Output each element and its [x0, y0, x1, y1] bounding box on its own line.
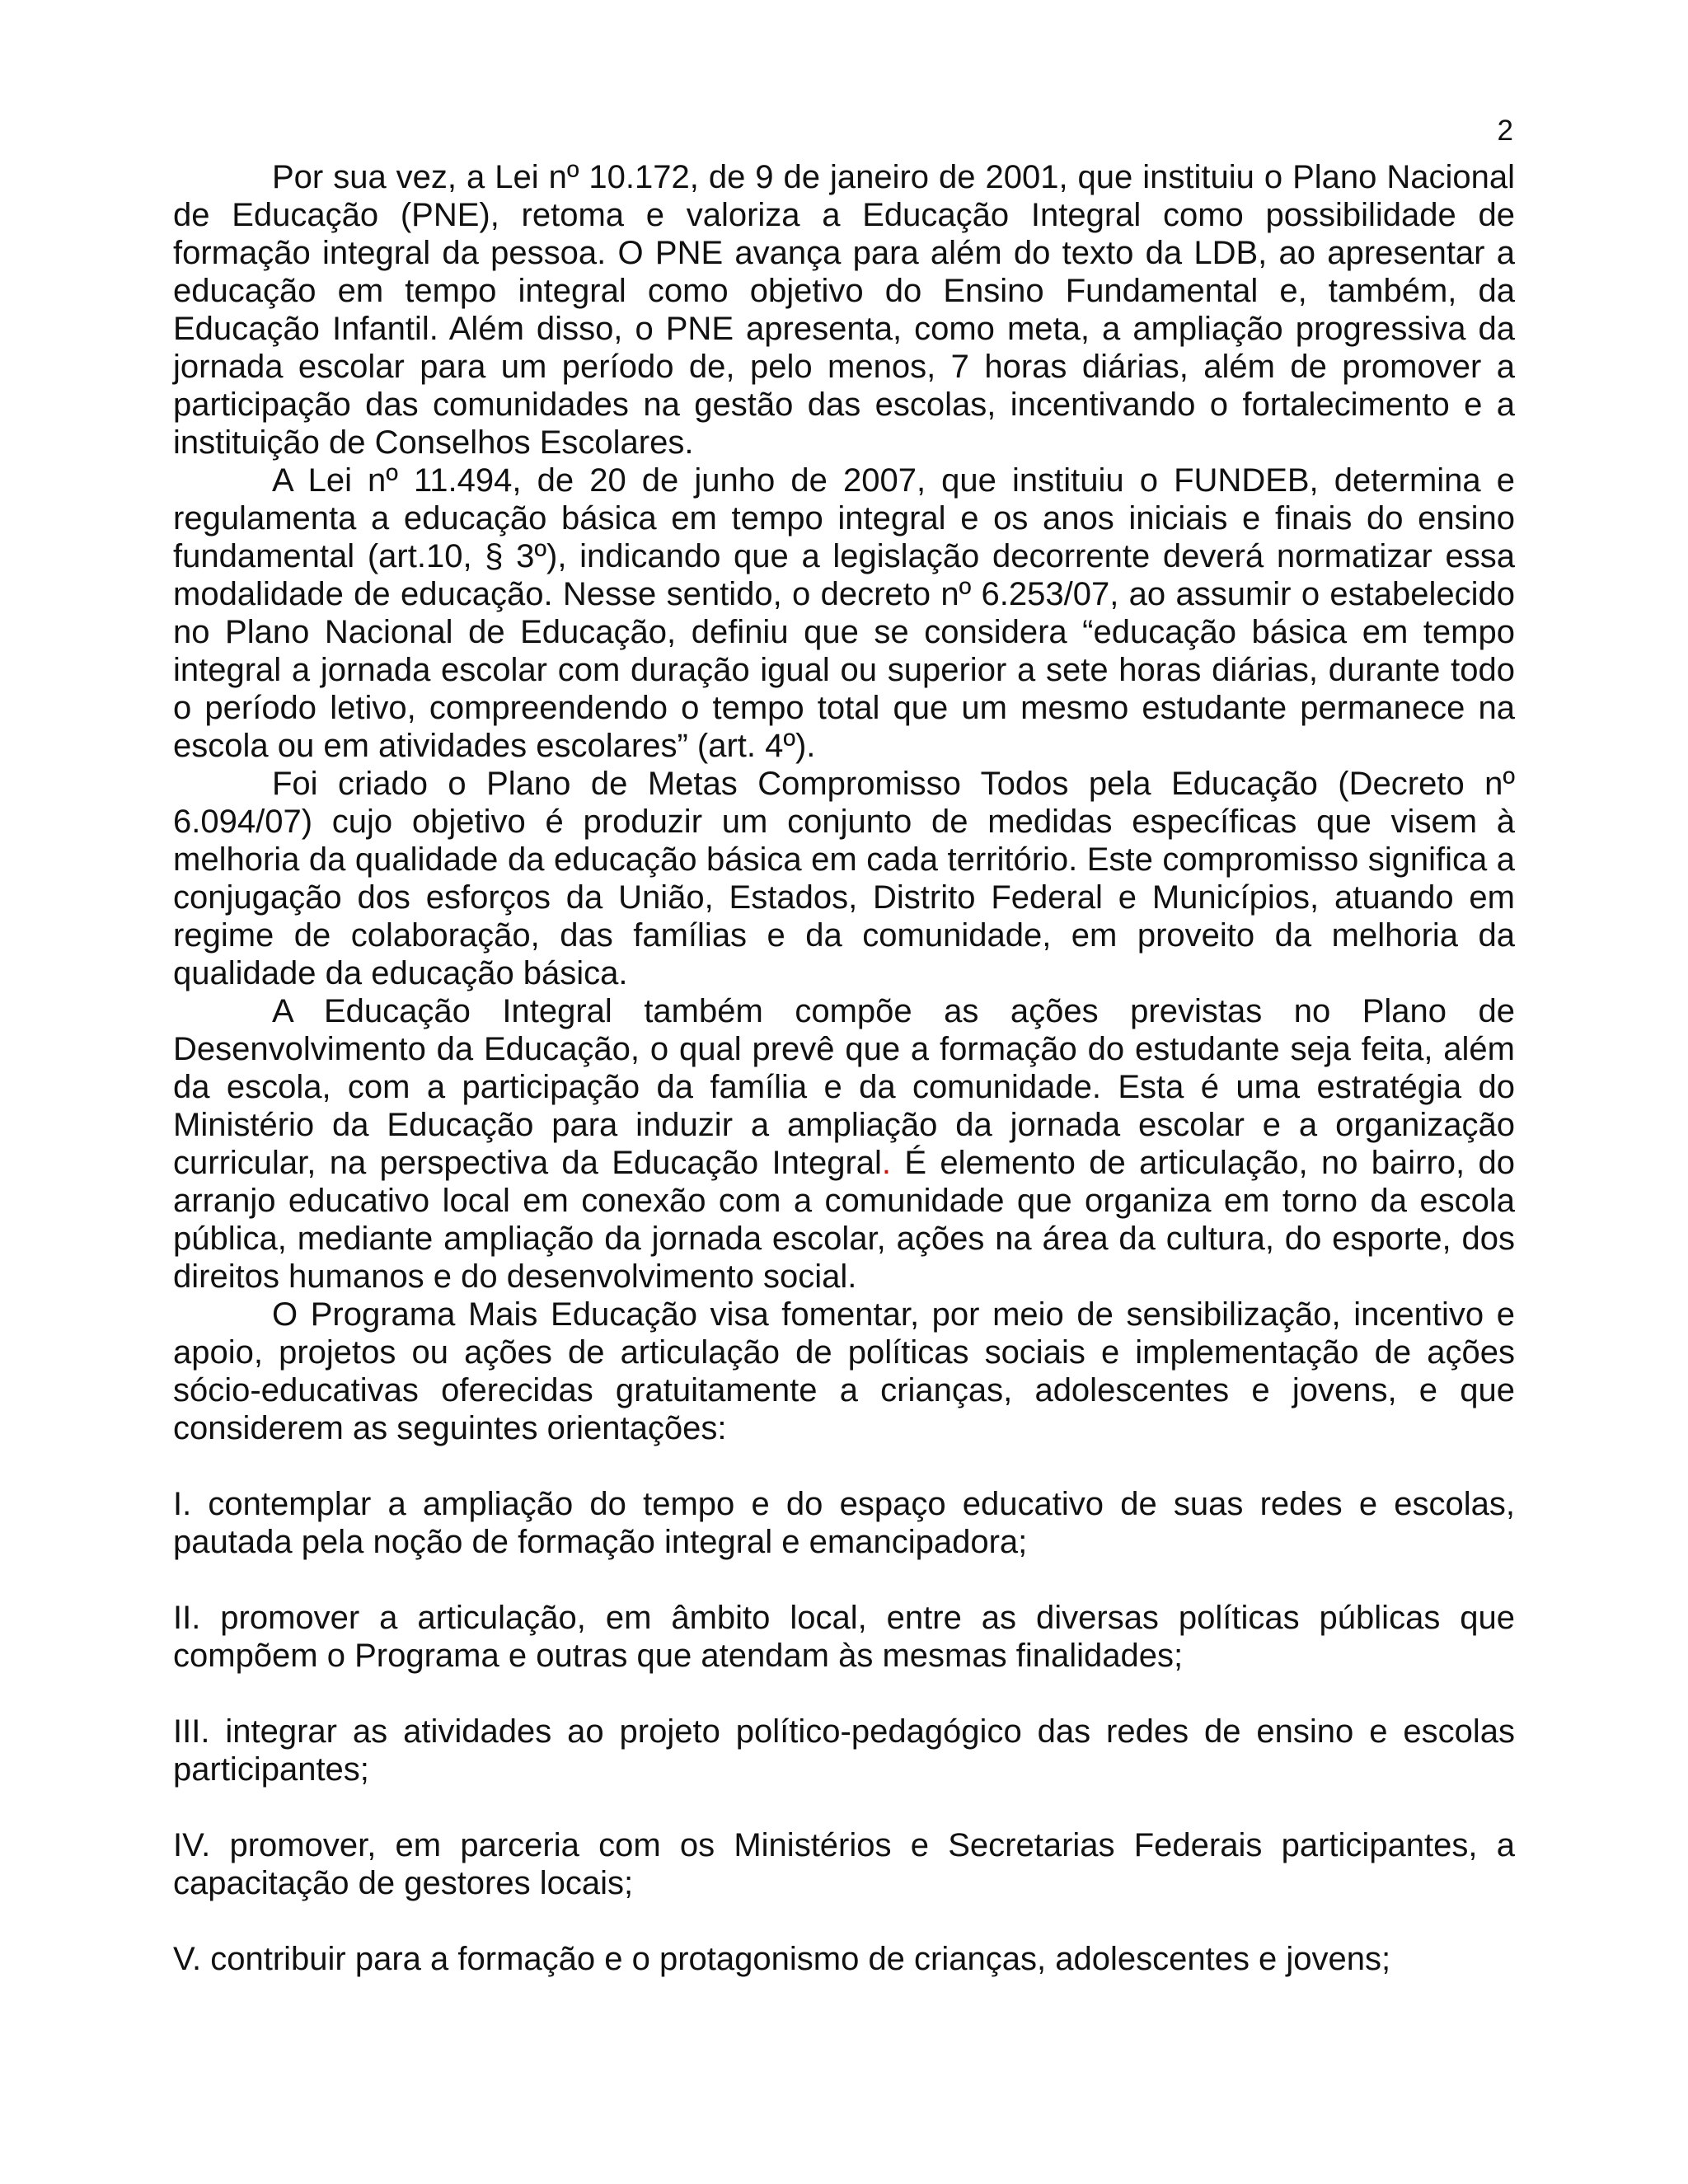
document-body	[173, 158, 1515, 1978]
list-item: I. contemplar a ampliação do tempo e do espaço educativo de suas redes e escolas, pautada pela noção de formação integral e emancipadora;	[173, 1486, 1515, 1560]
paragraph-pne: Por sua vez, a Lei nº 10.172, de 9 de janeiro de 2001, que instituiu o Plano Nacional de Educação (PNE), retoma e valoriza a Educação Integral como possibilidade de formação integral da pessoa. O PNE avança para além do texto da LDB, ao apresentar a educação em tempo integral como objetivo do Ensino Fundamental e, também, da Educação Infantil. Além disso, o PNE apresenta, como meta, a ampliação progressiva da jornada escolar para um período de, pelo menos, 7 horas diárias, além de promover a participação das comunidades na gestão das escolas, incentivando o fortalecimento e a instituição de Conselhos Escolares.	[173, 159, 1515, 461]
list-item: IV. promover, em parceria com os Ministérios e Secretarias Federais participantes, a capacitação de gestores locais;	[173, 1827, 1515, 1901]
highlighted-period: .	[881, 1145, 892, 1181]
paragraph-mais-educacao: O Programa Mais Educação visa fomentar, por meio de sensibilização, incentivo e apoio, projetos ou ações de articulação de políticas sociais e implementação de ações sócio-educativas oferecidas gratuitamente a crianças, adolescentes e jovens, e que considerem as seguintes orientações:	[173, 1296, 1515, 1446]
paragraph-educacao-integral	[173, 992, 1515, 1296]
paragraph-educacao-integral-part-1: A Educação Integral também compõe as ações previstas no Plano de Desenvolvimento da Educação, o qual prevê que a formação do estudante seja feita, além da escola, com a participação da família e da comunidade. Esta é uma estratégia do Ministério da Educação para induzir a ampliação da jornada escolar e a organização curricular, na perspectiva da Educação Integral	[173, 993, 1515, 1181]
list-item: II. promover a articulação, em âmbito local, entre as diversas políticas públicas que compõem o Programa e outras que atendam às mesmas finalidades;	[173, 1600, 1515, 1674]
paragraph-educacao-integral-part-2: É elemento de articulação, no bairro, do arranjo educativo local em conexão com a comunidade que organiza em torno da escola pública, mediante ampliação da jornada escolar, ações na área da cultura, do esporte, dos direitos humanos e do desenvolvimento social.	[173, 1145, 1515, 1295]
paragraph-fundeb: A Lei nº 11.494, de 20 de junho de 2007, que instituiu o FUNDEB, determina e regulamenta a educação básica em tempo integral e os anos iniciais e finais do ensino fundamental (art.10, § 3º), indicando que a legislação decorrente deverá normatizar essa modalidade de educação. Nesse sentido, o decreto nº 6.253/07, ao assumir o estabelecido no Plano Nacional de Educação, definiu que se considera “educação básica em tempo integral a jornada escolar com duração igual ou superior a sete horas diárias, durante todo o período letivo, compreendendo o tempo total que um mesmo estudante permanece na escola ou em atividades escolares” (art. 4º).	[173, 462, 1515, 764]
page-number: 2	[1497, 115, 1513, 147]
list-item: III. integrar as atividades ao projeto político-pedagógico das redes de ensino e escolas participantes;	[173, 1713, 1515, 1788]
paragraph-plano-metas: Foi criado o Plano de Metas Compromisso Todos pela Educação (Decreto nº 6.094/07) cujo objetivo é produzir um conjunto de medidas específicas que visem à melhoria da qualidade da educação básica em cada território. Este compromisso significa a conjugação dos esforços da União, Estados, Distrito Federal e Municípios, atuando em regime de colaboração, das famílias e da comunidade, em proveito da melhoria da qualidade da educação básica.	[173, 766, 1515, 991]
orientations-list	[173, 1485, 1515, 1978]
list-item: V. contribuir para a formação e o protagonismo de crianças, adolescentes e jovens;	[173, 1941, 1391, 1977]
